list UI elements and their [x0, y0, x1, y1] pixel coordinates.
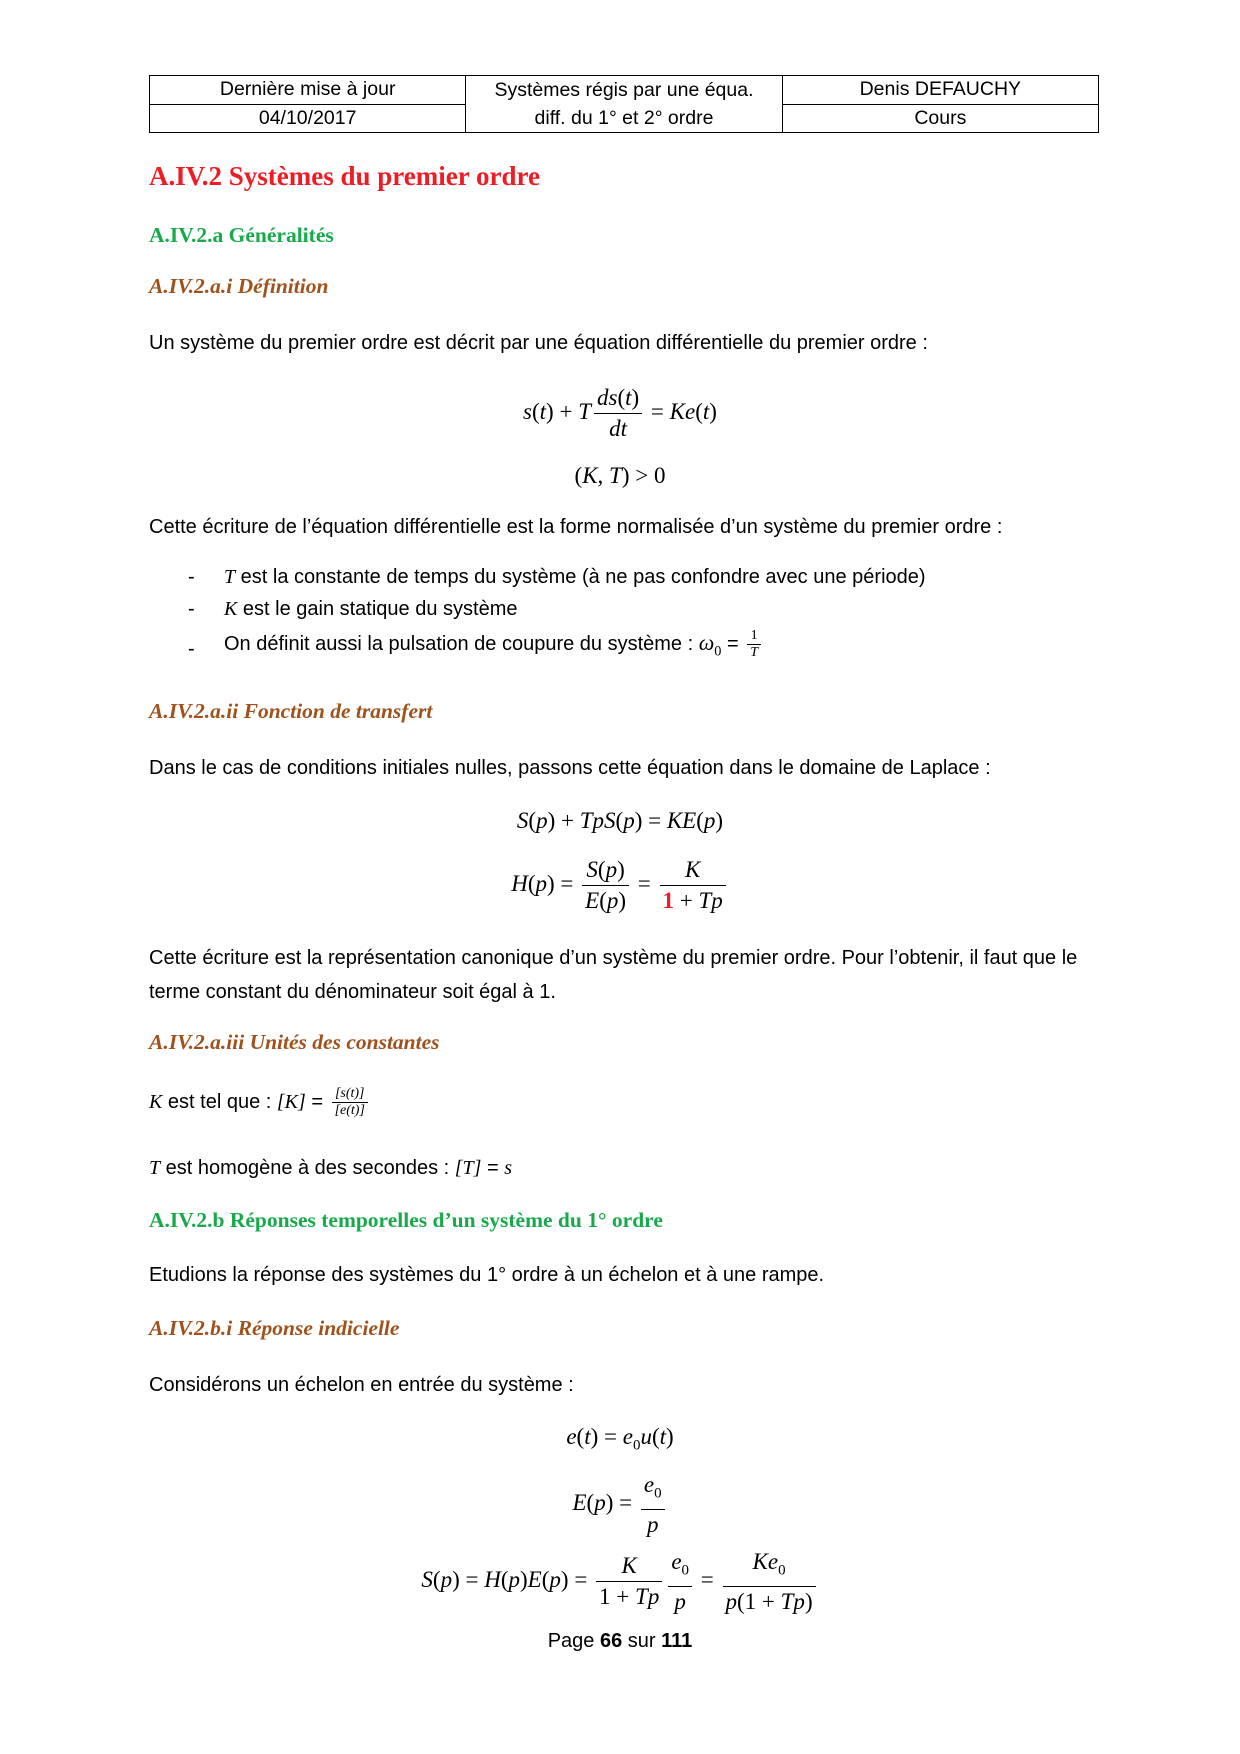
last-update-label: Dernière mise à jour: [150, 76, 466, 105]
bullet-static-gain: K est le gain statique du système: [224, 598, 518, 620]
title-line-2: diff. du 1° et 2° ordre: [534, 107, 714, 129]
equation-step-input: $e(t) = e_0u(t)$: [566, 1424, 674, 1454]
page-footer: Page 66 sur 111: [547, 1630, 693, 1652]
subsection-b-title: A.IV.2.b Réponses temporelles d’un système du 1° ordre: [149, 1208, 663, 1232]
equation-positivity: (K, T) > 0: [574, 463, 666, 488]
page-number: 66: [599, 1630, 623, 1652]
bullet-time-constant: T est la constante de temps du système (à ne pas confondre avec une période): [224, 566, 926, 588]
title-line-1: Systèmes régis par une équa.: [494, 79, 754, 101]
update-date: 04/10/2017: [150, 104, 466, 133]
subsection-a-title: A.IV.2.a Généralités: [149, 223, 334, 247]
paragraph-step-input: Considérons un échelon en entrée du système :: [149, 1374, 574, 1396]
bullet-marker: -: [188, 598, 195, 620]
bullet-cutoff-pulsation: On définit aussi la pulsation de coupure du système : $\omega_0$ = $\frac{1}{T}$: [224, 628, 764, 661]
equation-step-laplace: E(p) = $\frac{e_0}{p}$: [0, 1470, 1240, 1540]
page-total: 111: [661, 1630, 693, 1652]
equation-differential: s(t) + T $\frac{ds(t)}{dt}$ = Ke(t): [523, 385, 717, 441]
doc-type: Cours: [782, 104, 1098, 133]
var-t: T: [224, 566, 236, 588]
header-table: [149, 75, 1099, 133]
paragraph-laplace: Dans le cas de conditions initiales nulles, passons cette équation dans le domaine de Laplace :: [149, 757, 991, 779]
heading-transfer-function: A.IV.2.a.ii Fonction de transfert: [149, 699, 433, 723]
paragraph-normalized-form: Cette écriture de l’équation différentielle est la forme normalisée d’un système du premier ordre :: [149, 516, 1003, 538]
heading-definition: A.IV.2.a.i Définition: [149, 274, 329, 298]
paragraph-canonical-form: Cette écriture est la représentation canonique d’un système du premier ordre. Pour l’obtenir, il faut que le terme constant du dénominateur soit égal à 1.: [149, 947, 1078, 1003]
units-k: K est tel que : [K] = $\frac{[s(t)]}{[e(t)]}$: [149, 1085, 1099, 1119]
var-k: K: [224, 598, 238, 620]
heading-units: A.IV.2.a.iii Unités des constantes: [149, 1030, 440, 1054]
equation-laplace: S(p) + TpS(p) = KE(p): [516, 808, 724, 833]
document-title: [466, 76, 782, 133]
paragraph-responses: Etudions la réponse des systèmes du 1° ordre à un échelon et à une rampe.: [149, 1264, 825, 1286]
bullet-marker: -: [188, 638, 195, 660]
section-title: A.IV.2 Systèmes du premier ordre: [149, 161, 540, 191]
author: Denis DEFAUCHY: [782, 76, 1098, 105]
units-t: T est homogène à des secondes : [T] = s: [149, 1157, 513, 1179]
equation-transfer-function: H(p) = $\frac{S(p)}{E(p)}$ = $\frac{K}{1 + Tp}$: [0, 855, 1240, 916]
bullet-marker: -: [188, 566, 195, 588]
paragraph-definition: Un système du premier ordre est décrit par une équation différentielle du premier ordre :: [149, 332, 928, 354]
equation-step-output: S(p) = H(p)E(p) = $\frac{K}{1 + Tp}$ $\frac{e_0}{p}$ = $\frac{Ke_0}{p(1 + Tp)}$: [0, 1547, 1240, 1617]
heading-step-response: A.IV.2.b.i Réponse indicielle: [149, 1316, 400, 1340]
